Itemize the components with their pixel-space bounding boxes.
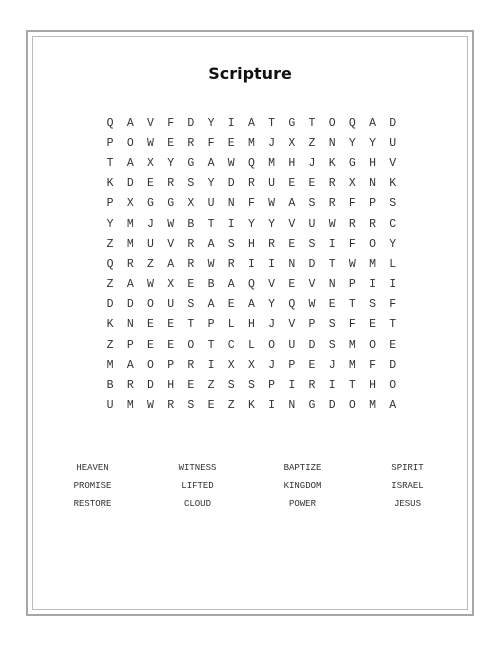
grid-letter: K	[247, 399, 255, 413]
grid-letter: R	[247, 177, 255, 191]
grid-letter: E	[369, 318, 376, 332]
grid-letter: I	[328, 237, 336, 251]
grid-letter: B	[207, 278, 215, 292]
grid-letter: S	[328, 338, 336, 352]
grid-letter: O	[147, 358, 154, 372]
grid-letter: O	[389, 379, 397, 393]
grid-letter: Z	[308, 136, 316, 150]
grid-letter: O	[126, 136, 134, 150]
grid-letter: F	[167, 116, 175, 130]
word-list-item: HEAVEN	[76, 463, 109, 473]
grid-letter: X	[126, 197, 134, 211]
grid-letter: E	[308, 177, 316, 191]
grid-letter: Y	[268, 217, 276, 231]
grid-letter: H	[247, 237, 255, 251]
word-list-item: POWER	[288, 499, 316, 509]
grid-letter: R	[126, 257, 134, 271]
grid-letter: P	[348, 278, 356, 292]
grid-letter: R	[268, 237, 276, 251]
grid-letter: P	[369, 197, 376, 211]
grid-letter: W	[147, 278, 154, 292]
grid-letter: A	[126, 278, 134, 292]
grid-letter: N	[328, 136, 336, 150]
grid-letter: A	[247, 116, 255, 130]
grid-letter: Y	[348, 136, 356, 150]
grid-letter: E	[147, 318, 154, 332]
grid-letter: O	[369, 237, 376, 251]
grid-letter: V	[288, 318, 296, 332]
grid-letter: L	[389, 257, 397, 271]
grid-letter: U	[167, 298, 175, 312]
grid-letter: E	[328, 298, 336, 312]
grid-letter: H	[369, 379, 376, 393]
grid-letter: K	[389, 177, 397, 191]
grid-letter: O	[328, 116, 336, 130]
grid-letter: E	[227, 136, 235, 150]
grid-letter: G	[147, 197, 154, 211]
grid-letter: E	[187, 379, 195, 393]
grid-letter: L	[227, 318, 235, 332]
grid-letter: A	[126, 358, 134, 372]
word-list-item: SPIRIT	[391, 463, 424, 473]
grid-letter: I	[268, 399, 276, 413]
grid-letter: F	[389, 298, 397, 312]
grid-letter: G	[348, 156, 356, 170]
word-list-item: PROMISE	[73, 481, 112, 491]
grid-letter: R	[187, 237, 195, 251]
grid-letter: D	[328, 399, 336, 413]
grid-letter: S	[389, 197, 397, 211]
grid-letter: G	[167, 197, 175, 211]
grid-letter: X	[247, 358, 255, 372]
grid-letter: H	[167, 379, 175, 393]
grid-letter: E	[167, 338, 175, 352]
grid-letter: F	[348, 318, 356, 332]
grid-letter: Z	[106, 237, 114, 251]
word-list-item: JESUS	[393, 499, 421, 509]
grid-letter: S	[187, 399, 195, 413]
grid-letter: I	[227, 116, 235, 130]
grid-letter: Z	[147, 257, 154, 271]
grid-letter: N	[227, 197, 235, 211]
grid-letter: E	[187, 278, 195, 292]
grid-letter: T	[308, 116, 316, 130]
grid-letter: X	[187, 197, 195, 211]
grid-letter: P	[268, 379, 276, 393]
grid-letter: E	[389, 338, 397, 352]
grid-letter: J	[268, 318, 276, 332]
grid-letter: K	[106, 318, 114, 332]
grid-letter: F	[369, 358, 376, 372]
word-list-item: ISRAEL	[391, 481, 424, 491]
grid-letter: H	[369, 156, 376, 170]
word-list-item: WITNESS	[178, 463, 217, 473]
grid-letter: Z	[207, 379, 215, 393]
grid-letter: V	[308, 278, 316, 292]
grid-letter: M	[126, 237, 134, 251]
grid-letter: M	[348, 358, 356, 372]
grid-letter: Y	[268, 298, 276, 312]
grid-letter: D	[106, 298, 114, 312]
grid-letter: V	[147, 116, 154, 130]
grid-letter: E	[167, 136, 175, 150]
grid-letter: V	[268, 278, 276, 292]
grid-letter: P	[207, 318, 215, 332]
grid-letter: I	[328, 379, 336, 393]
grid-letter: U	[308, 217, 316, 231]
word-list-item: RESTORE	[73, 499, 112, 509]
grid-letter: E	[227, 298, 235, 312]
grid-letter: M	[106, 358, 114, 372]
grid-letter: R	[187, 136, 195, 150]
grid-letter: B	[187, 217, 195, 231]
letter-grid	[100, 113, 403, 416]
grid-letter: H	[288, 156, 296, 170]
grid-letter: D	[147, 379, 154, 393]
grid-letter: E	[308, 358, 316, 372]
grid-letter: S	[308, 197, 316, 211]
grid-letter: W	[328, 217, 336, 231]
grid-letter: Z	[106, 338, 114, 352]
grid-letter: R	[126, 379, 134, 393]
grid-letter: X	[348, 177, 356, 191]
grid-letter: Q	[106, 257, 114, 271]
grid-letter: J	[268, 358, 276, 372]
grid-letter: R	[187, 358, 195, 372]
grid-letter: F	[247, 197, 255, 211]
grid-letter: E	[288, 177, 296, 191]
grid-letter: P	[167, 358, 175, 372]
grid-letter: S	[227, 237, 235, 251]
grid-letter: X	[288, 136, 296, 150]
grid-letter: W	[147, 399, 154, 413]
grid-letter: M	[126, 217, 134, 231]
grid-letter: N	[288, 399, 296, 413]
grid-letter: A	[207, 237, 215, 251]
grid-letter: T	[207, 217, 215, 231]
word-list-item: CLOUD	[183, 499, 211, 509]
grid-letter: R	[369, 217, 376, 231]
grid-letter: E	[207, 399, 215, 413]
grid-letter: M	[369, 399, 376, 413]
grid-letter: S	[187, 177, 195, 191]
grid-letter: A	[288, 197, 296, 211]
grid-letter: W	[147, 136, 154, 150]
grid-letter: D	[126, 177, 134, 191]
puzzle-title: Scripture	[208, 64, 292, 83]
grid-letter: Q	[247, 278, 255, 292]
grid-letter: C	[389, 217, 397, 231]
grid-letter: Y	[247, 217, 255, 231]
grid-letter: T	[207, 338, 215, 352]
grid-letter: A	[207, 156, 215, 170]
grid-letter: D	[389, 116, 397, 130]
grid-letter: Y	[167, 156, 175, 170]
grid-letter: D	[227, 177, 235, 191]
grid-letter: R	[348, 217, 356, 231]
grid-letter: Y	[207, 177, 215, 191]
grid-letter: K	[328, 156, 336, 170]
word-list-item: KINGDOM	[283, 481, 322, 491]
grid-letter: N	[288, 257, 296, 271]
grid-letter: A	[207, 298, 215, 312]
grid-letter: G	[288, 116, 296, 130]
grid-letter: W	[268, 197, 276, 211]
grid-letter: I	[268, 257, 276, 271]
grid-letter: V	[288, 217, 296, 231]
grid-letter: P	[106, 136, 114, 150]
grid-letter: E	[147, 177, 154, 191]
grid-letter: V	[167, 237, 175, 251]
grid-letter: R	[308, 379, 316, 393]
grid-letter: O	[187, 338, 195, 352]
grid-letter: T	[187, 318, 195, 332]
grid-letter: H	[247, 318, 255, 332]
grid-letter: S	[328, 318, 336, 332]
grid-letter: F	[207, 136, 215, 150]
grid-letter: U	[389, 136, 397, 150]
grid-letter: T	[268, 116, 276, 130]
grid-letter: T	[348, 379, 356, 393]
grid-letter: U	[288, 338, 296, 352]
grid-letter: A	[247, 298, 255, 312]
grid-letter: R	[328, 197, 336, 211]
grid-letter: O	[147, 298, 154, 312]
grid-letter: J	[147, 217, 154, 231]
grid-letter: A	[369, 116, 376, 130]
grid-letter: D	[126, 298, 134, 312]
grid-letter: N	[328, 278, 336, 292]
grid-letter: T	[389, 318, 397, 332]
grid-letter: S	[187, 298, 195, 312]
grid-letter: Q	[247, 156, 255, 170]
grid-letter: J	[308, 156, 316, 170]
grid-letter: X	[147, 156, 154, 170]
grid-letter: T	[328, 257, 336, 271]
grid-letter: I	[389, 278, 397, 292]
grid-letter: N	[369, 177, 376, 191]
grid-letter: D	[308, 338, 316, 352]
grid-letter: Z	[106, 278, 114, 292]
grid-letter: W	[308, 298, 316, 312]
grid-letter: F	[348, 237, 356, 251]
grid-letter: E	[167, 318, 175, 332]
grid-letter: A	[227, 278, 235, 292]
grid-letter: M	[247, 136, 255, 150]
grid-letter: Q	[348, 116, 356, 130]
grid-letter: M	[348, 338, 356, 352]
word-list-item: BAPTIZE	[283, 463, 322, 473]
grid-letter: O	[268, 338, 276, 352]
grid-letter: N	[126, 318, 134, 332]
grid-letter: W	[227, 156, 235, 170]
grid-letter: B	[106, 379, 114, 393]
grid-letter: D	[187, 116, 195, 130]
grid-letter: S	[369, 298, 376, 312]
grid-letter: A	[389, 399, 397, 413]
grid-letter: I	[227, 217, 235, 231]
grid-letter: Y	[389, 237, 397, 251]
grid-letter: R	[167, 399, 175, 413]
grid-letter: R	[227, 257, 235, 271]
grid-letter: X	[167, 278, 175, 292]
grid-letter: W	[348, 257, 356, 271]
grid-letter: R	[167, 177, 175, 191]
grid-letter: T	[348, 298, 356, 312]
grid-letter: I	[369, 278, 376, 292]
grid-letter: O	[369, 338, 376, 352]
grid-letter: E	[147, 338, 154, 352]
grid-letter: M	[126, 399, 134, 413]
grid-letter: S	[308, 237, 316, 251]
grid-letter: O	[348, 399, 356, 413]
grid-letter: E	[288, 237, 296, 251]
grid-letter: G	[308, 399, 316, 413]
grid-letter: Z	[227, 399, 235, 413]
grid-letter: Y	[207, 116, 215, 130]
grid-letter: P	[126, 338, 134, 352]
grid-letter: U	[106, 399, 114, 413]
grid-letter: D	[308, 257, 316, 271]
grid-letter: I	[288, 379, 296, 393]
grid-letter: W	[207, 257, 215, 271]
grid-letter: C	[227, 338, 235, 352]
word-list	[40, 459, 460, 513]
grid-letter: K	[106, 177, 114, 191]
grid-letter: F	[348, 197, 356, 211]
grid-letter: I	[247, 257, 255, 271]
grid-letter: E	[288, 278, 296, 292]
grid-letter: J	[268, 136, 276, 150]
grid-letter: I	[207, 358, 215, 372]
grid-letter: S	[247, 379, 255, 393]
grid-letter: Q	[288, 298, 296, 312]
grid-letter: U	[207, 197, 215, 211]
grid-letter: M	[369, 257, 376, 271]
grid-letter: A	[126, 156, 134, 170]
grid-letter: L	[247, 338, 255, 352]
grid-letter: J	[328, 358, 336, 372]
grid-letter: V	[389, 156, 397, 170]
grid-letter: T	[106, 156, 114, 170]
grid-letter: P	[106, 197, 114, 211]
grid-letter: Y	[369, 136, 376, 150]
grid-letter: M	[268, 156, 276, 170]
grid-letter: P	[288, 358, 296, 372]
grid-letter: Y	[106, 217, 114, 231]
grid-letter: D	[389, 358, 397, 372]
grid-letter: G	[187, 156, 195, 170]
grid-letter: W	[167, 217, 175, 231]
grid-letter: P	[308, 318, 316, 332]
grid-letter: Q	[106, 116, 114, 130]
grid-letter: U	[268, 177, 276, 191]
grid-letter: R	[187, 257, 195, 271]
grid-letter: X	[227, 358, 235, 372]
word-list-item: LIFTED	[181, 481, 214, 491]
grid-letter: A	[126, 116, 134, 130]
grid-letter: R	[328, 177, 336, 191]
grid-letter: A	[167, 257, 175, 271]
grid-letter: S	[227, 379, 235, 393]
grid-letter: U	[147, 237, 154, 251]
